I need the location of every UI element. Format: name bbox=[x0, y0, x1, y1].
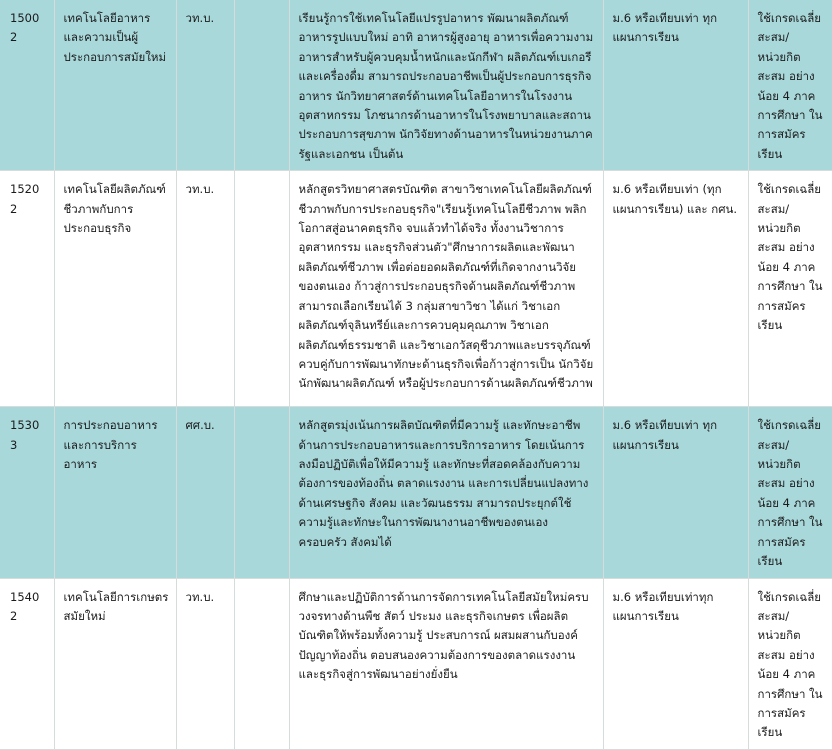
gpa-requirement: ใช้เกรดเฉลี่ยสะสม/หน่วยกิตสะสม อย่างน้อย 4 ภาคการศึกษา ในการสมัครเรียน bbox=[748, 407, 832, 578]
admission-qualification: ม.6 หรือเทียบเท่า (ทุกแผนการเรียน) และ กศน. bbox=[603, 171, 748, 407]
program-code: 15402 bbox=[0, 578, 54, 749]
program-description: หลักสูตรวิทยาศาสตรบัณฑิต สาขาวิชาเทคโนโลยีผลิตภัณฑ์ชีวภาพกับการประกอบธุรกิจ"เรียนรู้เทคโนโลยีชีวภาพ พลิกโอกาสสู่อนาคตธุรกิจ จบแล้วทำได้จริง ทั้งงานวิชาการ อุตสาหกรรม และธุรกิจส่วนตัว"ศึกษาการผลิตและพัฒนาผลิตภัณฑ์ชีวภาพ เพื่อต่อยอดผลิตภัณฑ์ที่เกิดจากงานวิจัยของตนเอง ก้าวสู่การประกอบธุรกิจด้านผลิตภัณฑ์ชีวภาพ สามารถเลือกเรียนได้ 3 กลุ่มสาขาวิชา ได้แก่ วิชาเอกผลิตภัณฑ์จุลินทรีย์และการควบคุมคุณภาพ วิชาเอกผลิตภัณฑ์ธรรมชาติ และวิชาเอกวัสดุชีวภาพและบรรจุภัณฑ์ ควบคู่กับการพัฒนาทักษะด้านธุรกิจเพื่อก้าวสู่การเป็น นักวิจัย นักพัฒนาผลิตภัณฑ์ หรือผู้ประกอบการด้านผลิตภัณฑ์ชีวภาพ bbox=[289, 171, 603, 407]
program-name: เทคโนโลยีการเกษตรสมัยใหม่ bbox=[54, 578, 176, 749]
table-row bbox=[0, 0, 832, 171]
extra-cell bbox=[234, 578, 289, 749]
table-row bbox=[0, 407, 832, 578]
table-row bbox=[0, 171, 832, 407]
program-description: หลักสูตรมุ่งเน้นการผลิตบัณฑิตที่มีความรู้ และทักษะอาชีพด้านการประกอบอาหารและการบริการอาหาร โดยเน้นการลงมือปฏิบัติเพื่อให้มีความรู้ และทักษะที่สอดคล้องกับความต้องการของท้องถิ่น ตลาดแรงงาน และการเปลี่ยนแปลงทางด้านเศรษฐกิจ สังคม และวัฒนธรรม สามารถประยุกต์ใช้ความรู้และทักษะในการพัฒนางานอาชีพของตนเอง ครอบครัว สังคมได้ bbox=[289, 407, 603, 578]
degree-abbrev: ศศ.บ. bbox=[176, 407, 234, 578]
program-code: 15002 bbox=[0, 0, 54, 171]
program-name: เทคโนโลยีผลิตภัณฑ์ชีวภาพกับการประกอบธุรกิจ bbox=[54, 171, 176, 407]
table-row bbox=[0, 578, 832, 749]
program-description: เรียนรู้การใช้เทคโนโลยีแปรรูปอาหาร พัฒนาผลิตภัณฑ์อาหารรูปแบบใหม่ อาทิ อาหารผู้สูงอายุ อาหารเพื่อความงาม อาหารสำหรับผู้ควบคุมน้ำหนักและนักกีฬา ผลิตภัณฑ์เบเกอรี และเครื่องดื่ม สามารถประกอบอาชีพเป็นผู้ประกอบการธุรกิจอาหาร นักวิทยาศาสตร์ด้านเทคโนโลยีอาหารในโรงงานอุตสาหกรรม โภชนากรด้านอาหารในโรงพยาบาลและสถานประกอบการสุขภาพ นักวิจัยทางด้านอาหารในหน่วยงานภาครัฐและเอกชน เป็นต้น bbox=[289, 0, 603, 171]
program-description: ศึกษาและปฏิบัติการด้านการจัดการเทคโนโลยีสมัยใหม่ครบวงจรทางด้านพืช สัตว์ ประมง และธุรกิจเกษตร เพื่อผลิตบัณฑิตให้พร้อมทั้งความรู้ ประสบการณ์ ผสมผสานกับองค์ปัญญาท้องถิ่น ตอบสนองความต้องการของตลาดแรงงานและธุรกิจสู่การพัฒนาอย่างยั่งยืน bbox=[289, 578, 603, 749]
gpa-requirement: ใช้เกรดเฉลี่ยสะสม/หน่วยกิตสะสม อย่างน้อย 4 ภาคการศึกษา ในการสมัครเรียน bbox=[748, 171, 832, 407]
degree-abbrev: วท.บ. bbox=[176, 578, 234, 749]
extra-cell bbox=[234, 407, 289, 578]
program-code: 15303 bbox=[0, 407, 54, 578]
extra-cell bbox=[234, 171, 289, 407]
program-code: 15202 bbox=[0, 171, 54, 407]
degree-abbrev: วท.บ. bbox=[176, 171, 234, 407]
program-name: การประกอบอาหารและการบริการอาหาร bbox=[54, 407, 176, 578]
gpa-requirement: ใช้เกรดเฉลี่ยสะสม/หน่วยกิตสะสม อย่างน้อย 4 ภาคการศึกษา ในการสมัครเรียน bbox=[748, 0, 832, 171]
admission-qualification: ม.6 หรือเทียบเท่า ทุกแผนการเรียน bbox=[603, 0, 748, 171]
extra-cell bbox=[234, 0, 289, 171]
program-name: เทคโนโลยีอาหารและความเป็นผู้ประกอบการสมัยใหม่ bbox=[54, 0, 176, 171]
admission-qualification: ม.6 หรือเทียบเท่าทุกแผนการเรียน bbox=[603, 578, 748, 749]
gpa-requirement: ใช้เกรดเฉลี่ยสะสม/หน่วยกิตสะสม อย่างน้อย 4 ภาคการศึกษา ในการสมัครเรียน bbox=[748, 578, 832, 749]
degree-abbrev: วท.บ. bbox=[176, 0, 234, 171]
admission-qualification: ม.6 หรือเทียบเท่า ทุกแผนการเรียน bbox=[603, 407, 748, 578]
